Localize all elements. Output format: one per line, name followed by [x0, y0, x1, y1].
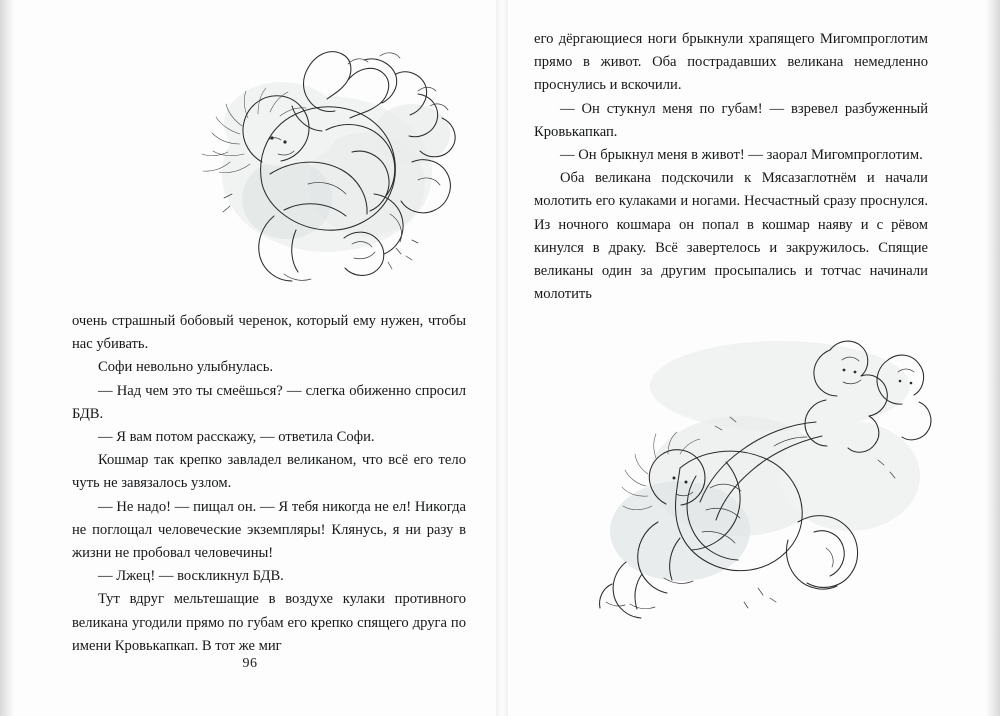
- paragraph: очень страшный бобовый черенок, который ему нужен, чтобы нас убивать.: [72, 313, 466, 353]
- paragraph: Оба великана подскочили к Мясазаглотнём и начали молотить его кулаками и ногами. Несчастный сразу проснулся. Из ночного кошмара он попал в кошмар наяву и с рёвом кинулся в драку. Всё завертелось и закружилось. Спящие великаны один за другим просыпались и тотчас начинали молотить: [534, 170, 928, 303]
- right-page: [500, 0, 1000, 716]
- paragraph: Тут вдруг мельтешащие в воздухе кулаки противного великана угодили прямо по губам его крепко спящего друга по имени Кровькапкап. В тот же миг: [72, 591, 466, 654]
- paragraph: — Он стукнул меня по губам! — взревел разбуженный Кровькапкап.: [534, 100, 928, 140]
- paragraph: — Лжец! — воскликнул БДВ.: [98, 568, 284, 585]
- paragraph: — Он брыкнул меня в живот! — заорал Мигомпроглотим.: [560, 147, 923, 164]
- paragraph: — Я вам потом расскажу, — ответила Софи.: [98, 429, 375, 446]
- paragraph: его дёргающиеся ноги брыкнули храпящего Мигомпроглотим прямо в живот. Оба пострадавших великана немедленно проснулись и вскочили.: [534, 31, 928, 94]
- two-giants-wrestling-illustration: [112, 34, 492, 292]
- page-number: 96: [242, 656, 258, 671]
- giants-brawl-illustration: [530, 326, 950, 626]
- paragraph: Софи невольно улыбнулась.: [98, 359, 273, 376]
- paragraph: — Не надо! — пищал он. — Я тебя никогда не ел! Никогда не поглощал человеческие экземпляры! Клянусь, я ни разу в жизни не пробовал человечины!: [72, 498, 466, 562]
- right-page-text: [534, 28, 928, 306]
- left-page-text: [72, 310, 466, 658]
- paragraph: Кошмар так крепко завладел великаном, что всё его тело чуть не завязалось узлом.: [72, 452, 466, 492]
- paragraph: — Над чем это ты смеёшься? — слегка обиженно спросил БДВ.: [72, 382, 466, 422]
